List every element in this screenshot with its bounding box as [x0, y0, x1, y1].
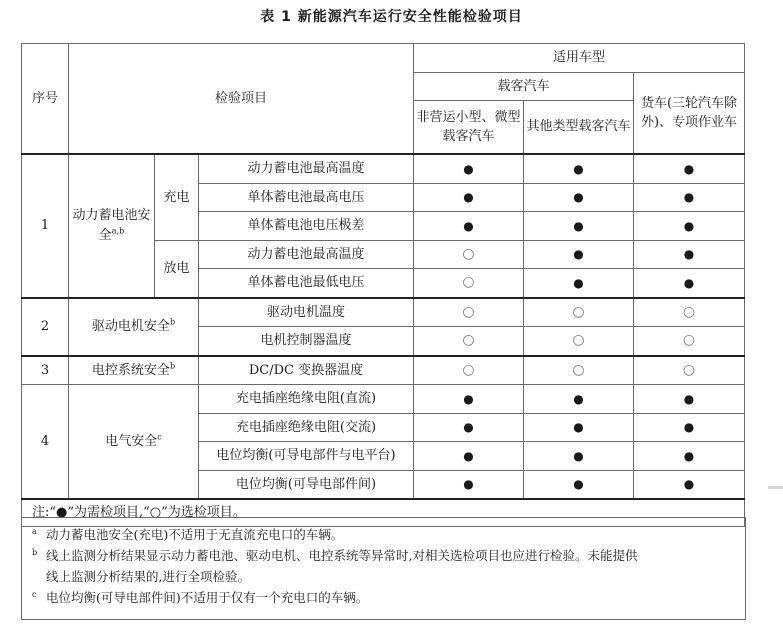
- group-seq: 2: [22, 298, 69, 356]
- item-cell: DC/DC 变换器温度: [199, 356, 414, 385]
- inspection-table: [21, 43, 745, 527]
- value-cell: ●: [414, 385, 524, 414]
- value-cell: ●: [634, 269, 745, 298]
- table-row: [22, 356, 745, 385]
- value-cell: ●: [524, 442, 634, 471]
- footnote: [32, 545, 735, 566]
- table-title: 表 1 新能源汽车运行安全性能检验项目: [260, 9, 523, 25]
- group-name: 驱动电机安全$^b$: [69, 298, 199, 356]
- header-other-passenger: 其他类型载客汽车: [524, 101, 634, 155]
- table-row: [22, 154, 745, 183]
- footnote-text: 动力蓄电池安全(充电)不适用于无直流充电口的车辆。: [46, 527, 344, 542]
- value-cell: ●: [414, 442, 524, 471]
- header-passenger: 载客汽车: [414, 73, 634, 101]
- value-cell: ●: [414, 413, 524, 442]
- item-cell: 单体蓄电池最低电压: [199, 269, 414, 298]
- legend-note: 注:“●”为需检项目,“○”为选检项目。: [22, 499, 745, 527]
- group-name: 电气安全$^c$: [69, 385, 199, 500]
- header-applicable: 适用车型: [414, 44, 745, 73]
- group-seq: 3: [22, 356, 69, 385]
- value-cell: ○: [414, 356, 524, 385]
- value-cell: ●: [634, 413, 745, 442]
- footnote-text: 线上监测分析结果显示动力蓄电池、驱动电机、电控系统等异常时,对相关选检项目也应进行检验。未能提供: [46, 548, 638, 563]
- value-cell: ●: [524, 269, 634, 298]
- footnote: [32, 524, 735, 545]
- subgroup-label: 充电: [155, 154, 199, 240]
- footnote: [32, 587, 735, 608]
- header-small-passenger: 非营运小型、微型载客汽车: [414, 101, 524, 155]
- footnotes: [21, 517, 746, 620]
- subgroup-label: 放电: [155, 240, 199, 298]
- value-cell: ○: [634, 327, 745, 356]
- footnote-key: c: [32, 590, 37, 599]
- group-seq: 4: [22, 385, 69, 500]
- table-row: [22, 298, 745, 327]
- group-seq: 1: [22, 154, 69, 298]
- item-cell: 驱动电机温度: [199, 298, 414, 327]
- value-cell: ●: [634, 470, 745, 499]
- value-cell: ●: [414, 183, 524, 212]
- value-cell: ●: [414, 154, 524, 183]
- group-name: 动力蓄电池安全$^{a,b}$: [69, 154, 155, 298]
- value-cell: ●: [524, 470, 634, 499]
- value-cell: ●: [634, 212, 745, 241]
- value-cell: ●: [634, 183, 745, 212]
- value-cell: ●: [524, 183, 634, 212]
- value-cell: ●: [414, 470, 524, 499]
- value-cell: ○: [414, 240, 524, 269]
- footnote-text: 电位均衡(可导电部件间)不适用于仅有一个充电口的车辆。: [46, 590, 369, 605]
- page-edge-shadow: [768, 486, 783, 489]
- item-cell: 单体蓄电池电压极差: [199, 212, 414, 241]
- value-cell: ●: [634, 442, 745, 471]
- value-cell: ○: [634, 356, 745, 385]
- value-cell: ●: [524, 154, 634, 183]
- value-cell: ●: [524, 240, 634, 269]
- header-truck: 货车(三轮汽车除外)、专项作业车: [634, 73, 745, 155]
- value-cell: ○: [634, 298, 745, 327]
- table-row: [22, 385, 745, 414]
- value-cell: ○: [524, 356, 634, 385]
- value-cell: ○: [414, 269, 524, 298]
- value-cell: ●: [524, 413, 634, 442]
- item-cell: 动力蓄电池最高温度: [199, 240, 414, 269]
- item-cell: 充电插座绝缘电阻(交流): [199, 413, 414, 442]
- footnote-key: a: [32, 527, 37, 536]
- item-cell: 动力蓄电池最高温度: [199, 154, 414, 183]
- header-seq: 序号: [22, 44, 69, 155]
- value-cell: ●: [414, 212, 524, 241]
- footnote-key: b: [32, 548, 38, 557]
- value-cell: ○: [414, 298, 524, 327]
- item-cell: 电位均衡(可导电部件与电平台): [199, 442, 414, 471]
- value-cell: ●: [634, 240, 745, 269]
- value-cell: ●: [634, 385, 745, 414]
- value-cell: ○: [414, 327, 524, 356]
- value-cell: ●: [634, 154, 745, 183]
- item-cell: 电位均衡(可导电部件间): [199, 470, 414, 499]
- value-cell: ○: [524, 298, 634, 327]
- footnote-continuation: 线上监测分析结果的,进行全项检验。: [46, 569, 250, 584]
- item-cell: 单体蓄电池最高电压: [199, 183, 414, 212]
- item-cell: 充电插座绝缘电阻(直流): [199, 385, 414, 414]
- value-cell: ○: [524, 327, 634, 356]
- value-cell: ●: [524, 385, 634, 414]
- group-name: 电控系统安全$^b$: [69, 356, 199, 385]
- value-cell: ●: [524, 212, 634, 241]
- header-item: 检验项目: [69, 44, 414, 155]
- item-cell: 电机控制器温度: [199, 327, 414, 356]
